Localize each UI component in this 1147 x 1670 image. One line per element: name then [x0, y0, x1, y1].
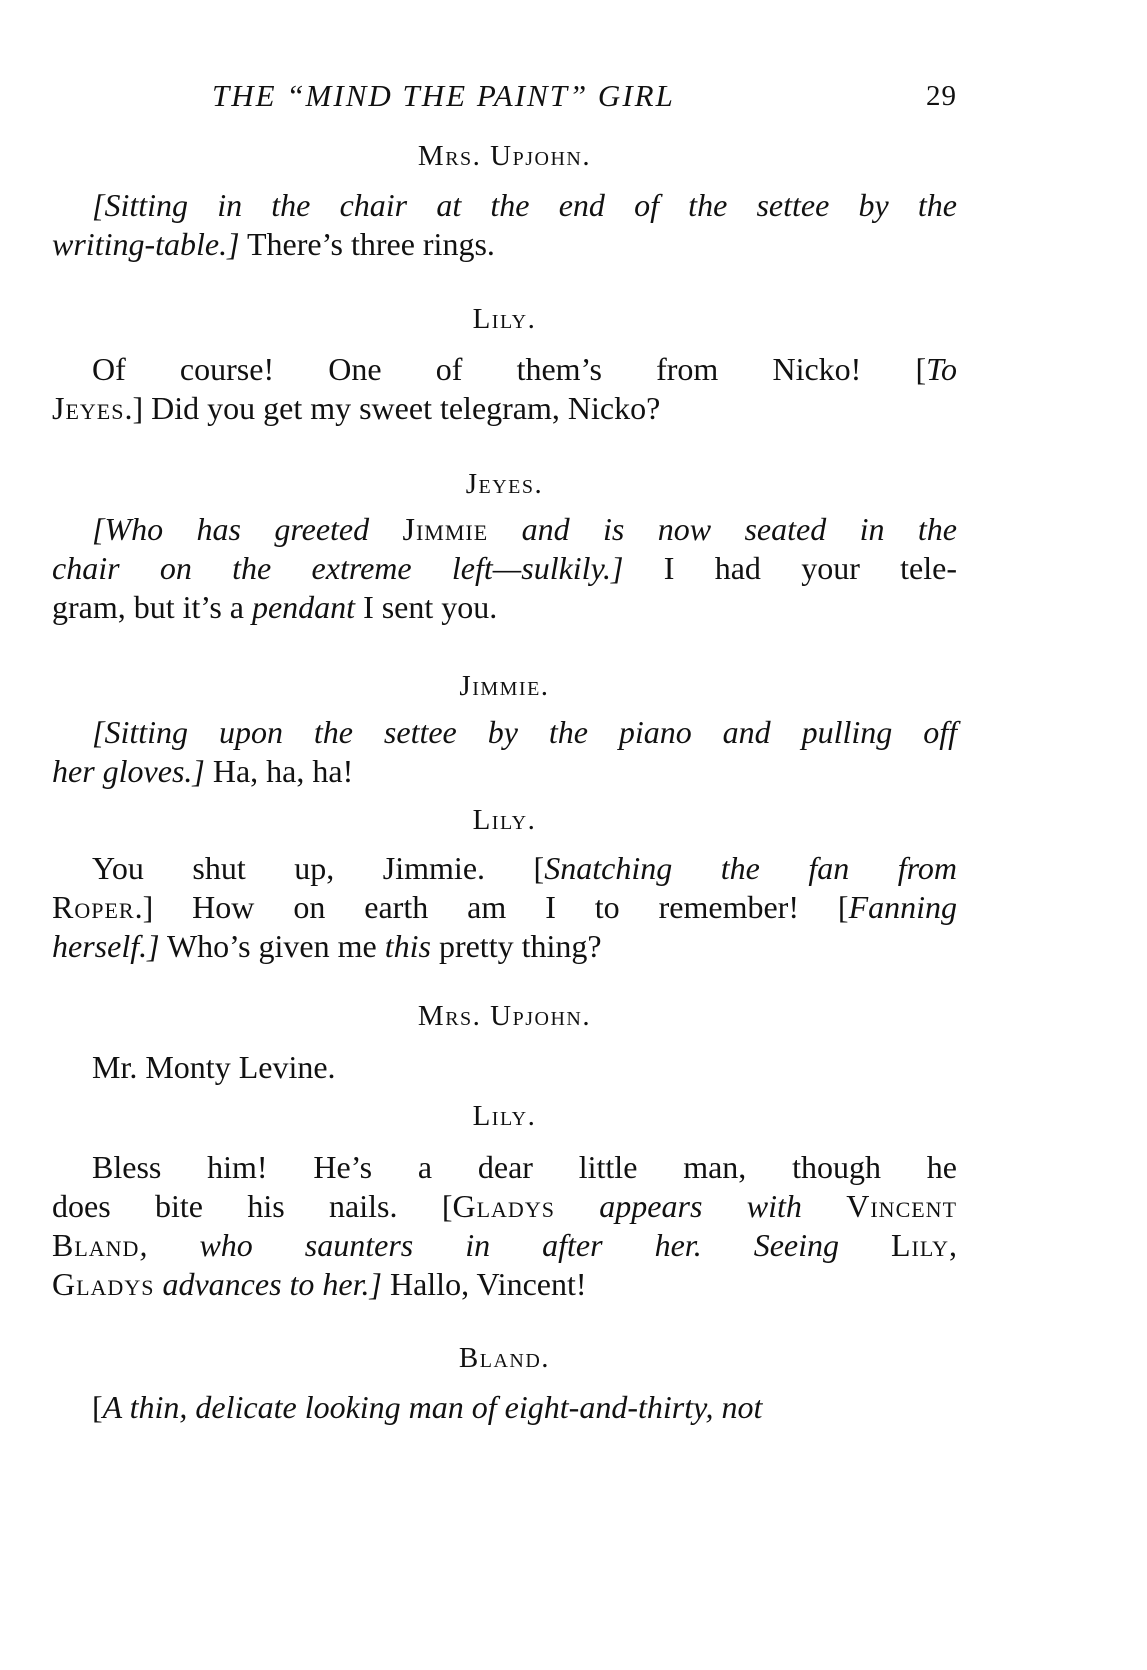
speaker-name: Bland.: [458, 1342, 551, 1374]
spoken-text: Of course! One of them’s from Nicko! [: [92, 351, 927, 387]
spoken-text: [: [92, 1389, 103, 1425]
text-line: [52, 849, 957, 888]
dialogue-paragraph: [52, 1148, 957, 1304]
spoken-text: Ha, ha, ha!: [204, 753, 354, 789]
dialogue-paragraph: [52, 849, 957, 966]
text-line: [52, 1048, 957, 1087]
dialogue-paragraph: [52, 1048, 957, 1087]
stage-direction: A thin, delicate looking man of eight-and-thirty, not: [102, 1389, 763, 1425]
stage-direction: To: [926, 351, 957, 387]
spoken-text: You shut up, Jimmie. [: [92, 850, 545, 886]
text-line: [52, 752, 957, 791]
speaker-name: Lily.: [472, 1100, 537, 1132]
text-line: [52, 927, 957, 966]
spoken-text: .] How on earth am I to remember! [: [134, 889, 849, 925]
spoken-text: I had your tele-: [623, 550, 957, 586]
text-line: [52, 1148, 957, 1187]
stage-direction: advances to her.]: [154, 1266, 382, 1302]
spoken-text: Mr. Monty Levine.: [92, 1049, 336, 1085]
stage-direction: [Sitting in the chair at the end of the settee by the: [92, 187, 957, 223]
spoken-text: ,: [949, 1227, 957, 1263]
stage-direction: and is now seated in the: [488, 511, 958, 547]
text-line: [52, 1187, 957, 1226]
text-line: [52, 389, 957, 428]
text-line: [52, 588, 957, 627]
stage-direction: pendant: [251, 589, 356, 625]
stage-direction: herself.]: [52, 928, 160, 964]
dialogue-paragraph: [52, 713, 957, 791]
text-line: [52, 888, 957, 927]
speaker-name: Jimmie.: [459, 670, 550, 702]
text-line: [52, 549, 957, 588]
running-title: THE “MIND THE PAINT” GIRL: [212, 78, 675, 113]
stage-direction: , who saunters in after her. Seeing: [139, 1227, 891, 1263]
spoken-text: does bite his nails. [: [52, 1188, 453, 1224]
character-name: Bland: [52, 1227, 140, 1263]
dialogue-paragraph: [52, 510, 957, 627]
spoken-text: pretty thing?: [430, 928, 602, 964]
stage-direction: writing-table.]: [52, 226, 240, 262]
text-line: [52, 1265, 957, 1304]
character-name: Gladys: [52, 1266, 155, 1302]
text-line: [52, 350, 957, 389]
dialogue-paragraph: [52, 350, 957, 428]
spoken-text: Who’s given me: [159, 928, 385, 964]
text-line: [52, 1388, 957, 1427]
speaker-name: Mrs. Upjohn.: [417, 1000, 592, 1032]
stage-direction: appears with: [554, 1188, 847, 1224]
speaker-name: Lily.: [472, 804, 537, 836]
text-line: [52, 1226, 957, 1265]
character-name: Roper: [52, 889, 135, 925]
character-name: Gladys: [452, 1188, 555, 1224]
spoken-text: gram, but it’s a: [52, 589, 252, 625]
stage-direction: Snatching the fan from: [544, 850, 958, 886]
dialogue-paragraph: [52, 1388, 957, 1427]
text-line: [52, 510, 957, 549]
spoken-text: There’s three rings.: [239, 226, 495, 262]
stage-direction: this: [384, 928, 431, 964]
speaker-name: Jeyes.: [465, 468, 544, 500]
page-number: 29: [926, 80, 957, 112]
dialogue-paragraph: [52, 186, 957, 264]
speaker-name: Lily.: [472, 303, 537, 335]
spoken-text: Bless him! He’s a dear little man, though he: [92, 1149, 957, 1185]
spoken-text: Hallo, Vincent!: [381, 1266, 587, 1302]
character-name: Vincent: [846, 1188, 958, 1224]
speaker-name: Mrs. Upjohn.: [417, 140, 592, 172]
spoken-text: .] Did you get my sweet telegram, Nicko?: [124, 390, 661, 426]
character-name: Lily: [891, 1227, 949, 1263]
stage-direction: her gloves.]: [52, 753, 205, 789]
stage-direction: [Who has greeted: [92, 511, 403, 547]
text-line: [52, 713, 957, 752]
text-line: [52, 186, 957, 225]
spoken-text: I sent you.: [355, 589, 498, 625]
character-name: Jimmie: [402, 511, 489, 547]
character-name: Jeyes: [52, 390, 125, 426]
page-header: [52, 72, 957, 118]
stage-direction: Fanning: [848, 889, 957, 925]
text-line: [52, 225, 957, 264]
stage-direction: chair on the extreme left—sulkily.]: [52, 550, 624, 586]
stage-direction: [Sitting upon the settee by the piano and pulling off: [92, 714, 957, 750]
